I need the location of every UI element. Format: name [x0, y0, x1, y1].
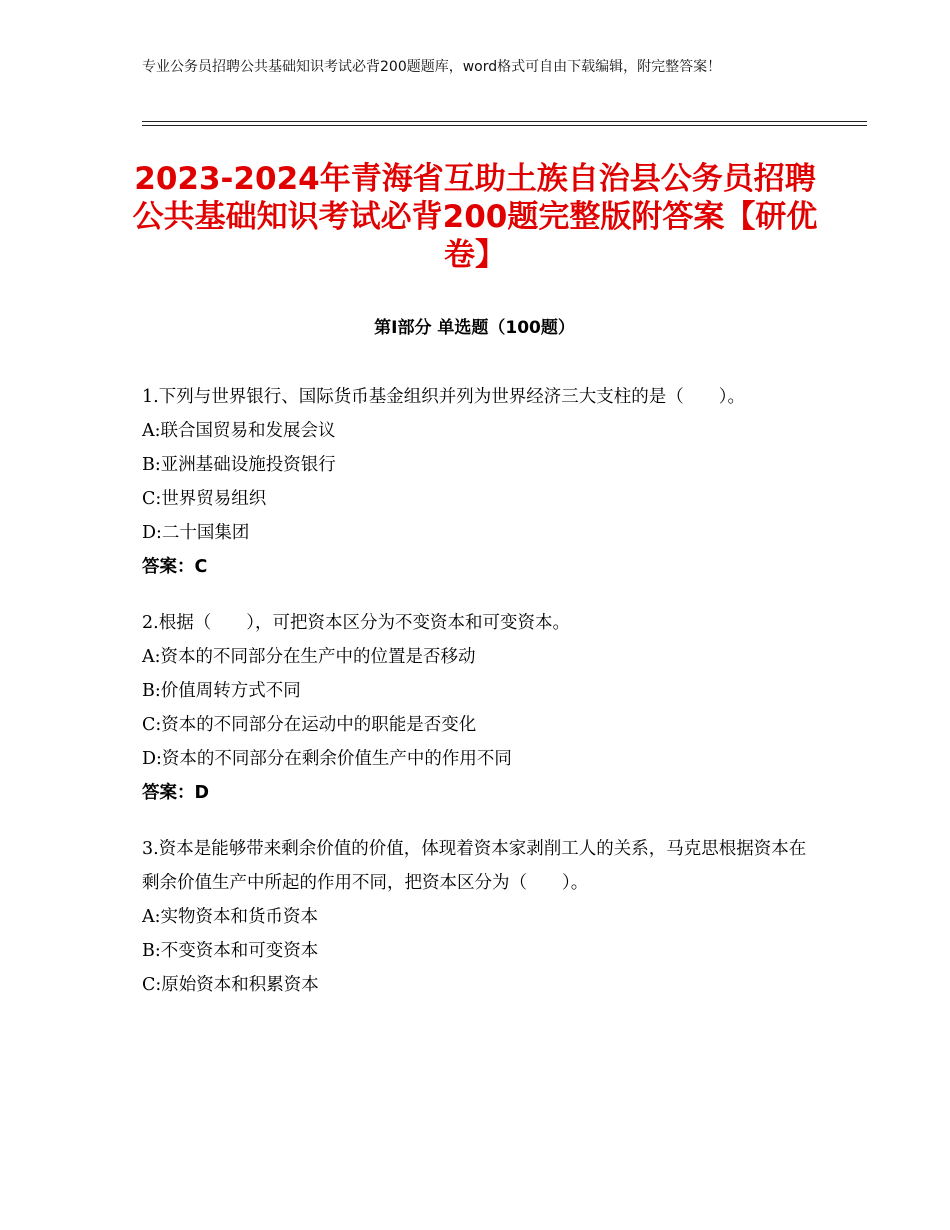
- option-c: C:资本的不同部分在运动中的职能是否变化: [142, 715, 477, 735]
- question-stem: 2.根据（ ），可把资本区分为不变资本和可变资本。: [142, 613, 570, 633]
- option-d: D:资本的不同部分在剩余价值生产中的作用不同: [142, 749, 512, 769]
- question-stem: 3.资本是能够带来剩余价值的价值，体现着资本家剥削工人的关系，马克思根据资本在剩余价值生产中所起的作用不同，把资本区分为（ ）。: [142, 839, 807, 893]
- answer: 答案：D: [142, 783, 210, 803]
- question-1: [142, 380, 807, 584]
- option-c: C:原始资本和积累资本: [142, 975, 319, 995]
- answer: 答案：C: [142, 557, 208, 577]
- section-heading: 第Ⅰ部分 单选题（100题）: [374, 318, 575, 338]
- option-b: B:不变资本和可变资本: [142, 941, 319, 961]
- option-b: B:价值周转方式不同: [142, 681, 301, 701]
- header-rule-bottom: [142, 125, 867, 126]
- header-rule-top: [142, 121, 867, 122]
- question-stem: 1.下列与世界银行、国际货币基金组织并列为世界经济三大支柱的是（ ）。: [142, 387, 745, 407]
- question-2: [142, 606, 807, 810]
- option-c: C:世界贸易组织: [142, 489, 267, 509]
- option-a: A:资本的不同部分在生产中的位置是否移动: [142, 647, 476, 667]
- option-a: A:联合国贸易和发展会议: [142, 421, 336, 441]
- document-title: 2023-2024年青海省互助土族自治县公务员招聘公共基础知识考试必背200题完整版附答案【研优卷】: [132, 161, 818, 273]
- option-a: A:实物资本和货币资本: [142, 907, 319, 927]
- question-3: [142, 832, 807, 1002]
- option-b: B:亚洲基础设施投资银行: [142, 455, 336, 475]
- option-d: D:二十国集团: [142, 523, 250, 543]
- header-note: 专业公务员招聘公共基础知识考试必背200题题库，word格式可自由下载编辑，附完整答案！: [142, 59, 722, 75]
- question-list: [142, 380, 807, 1024]
